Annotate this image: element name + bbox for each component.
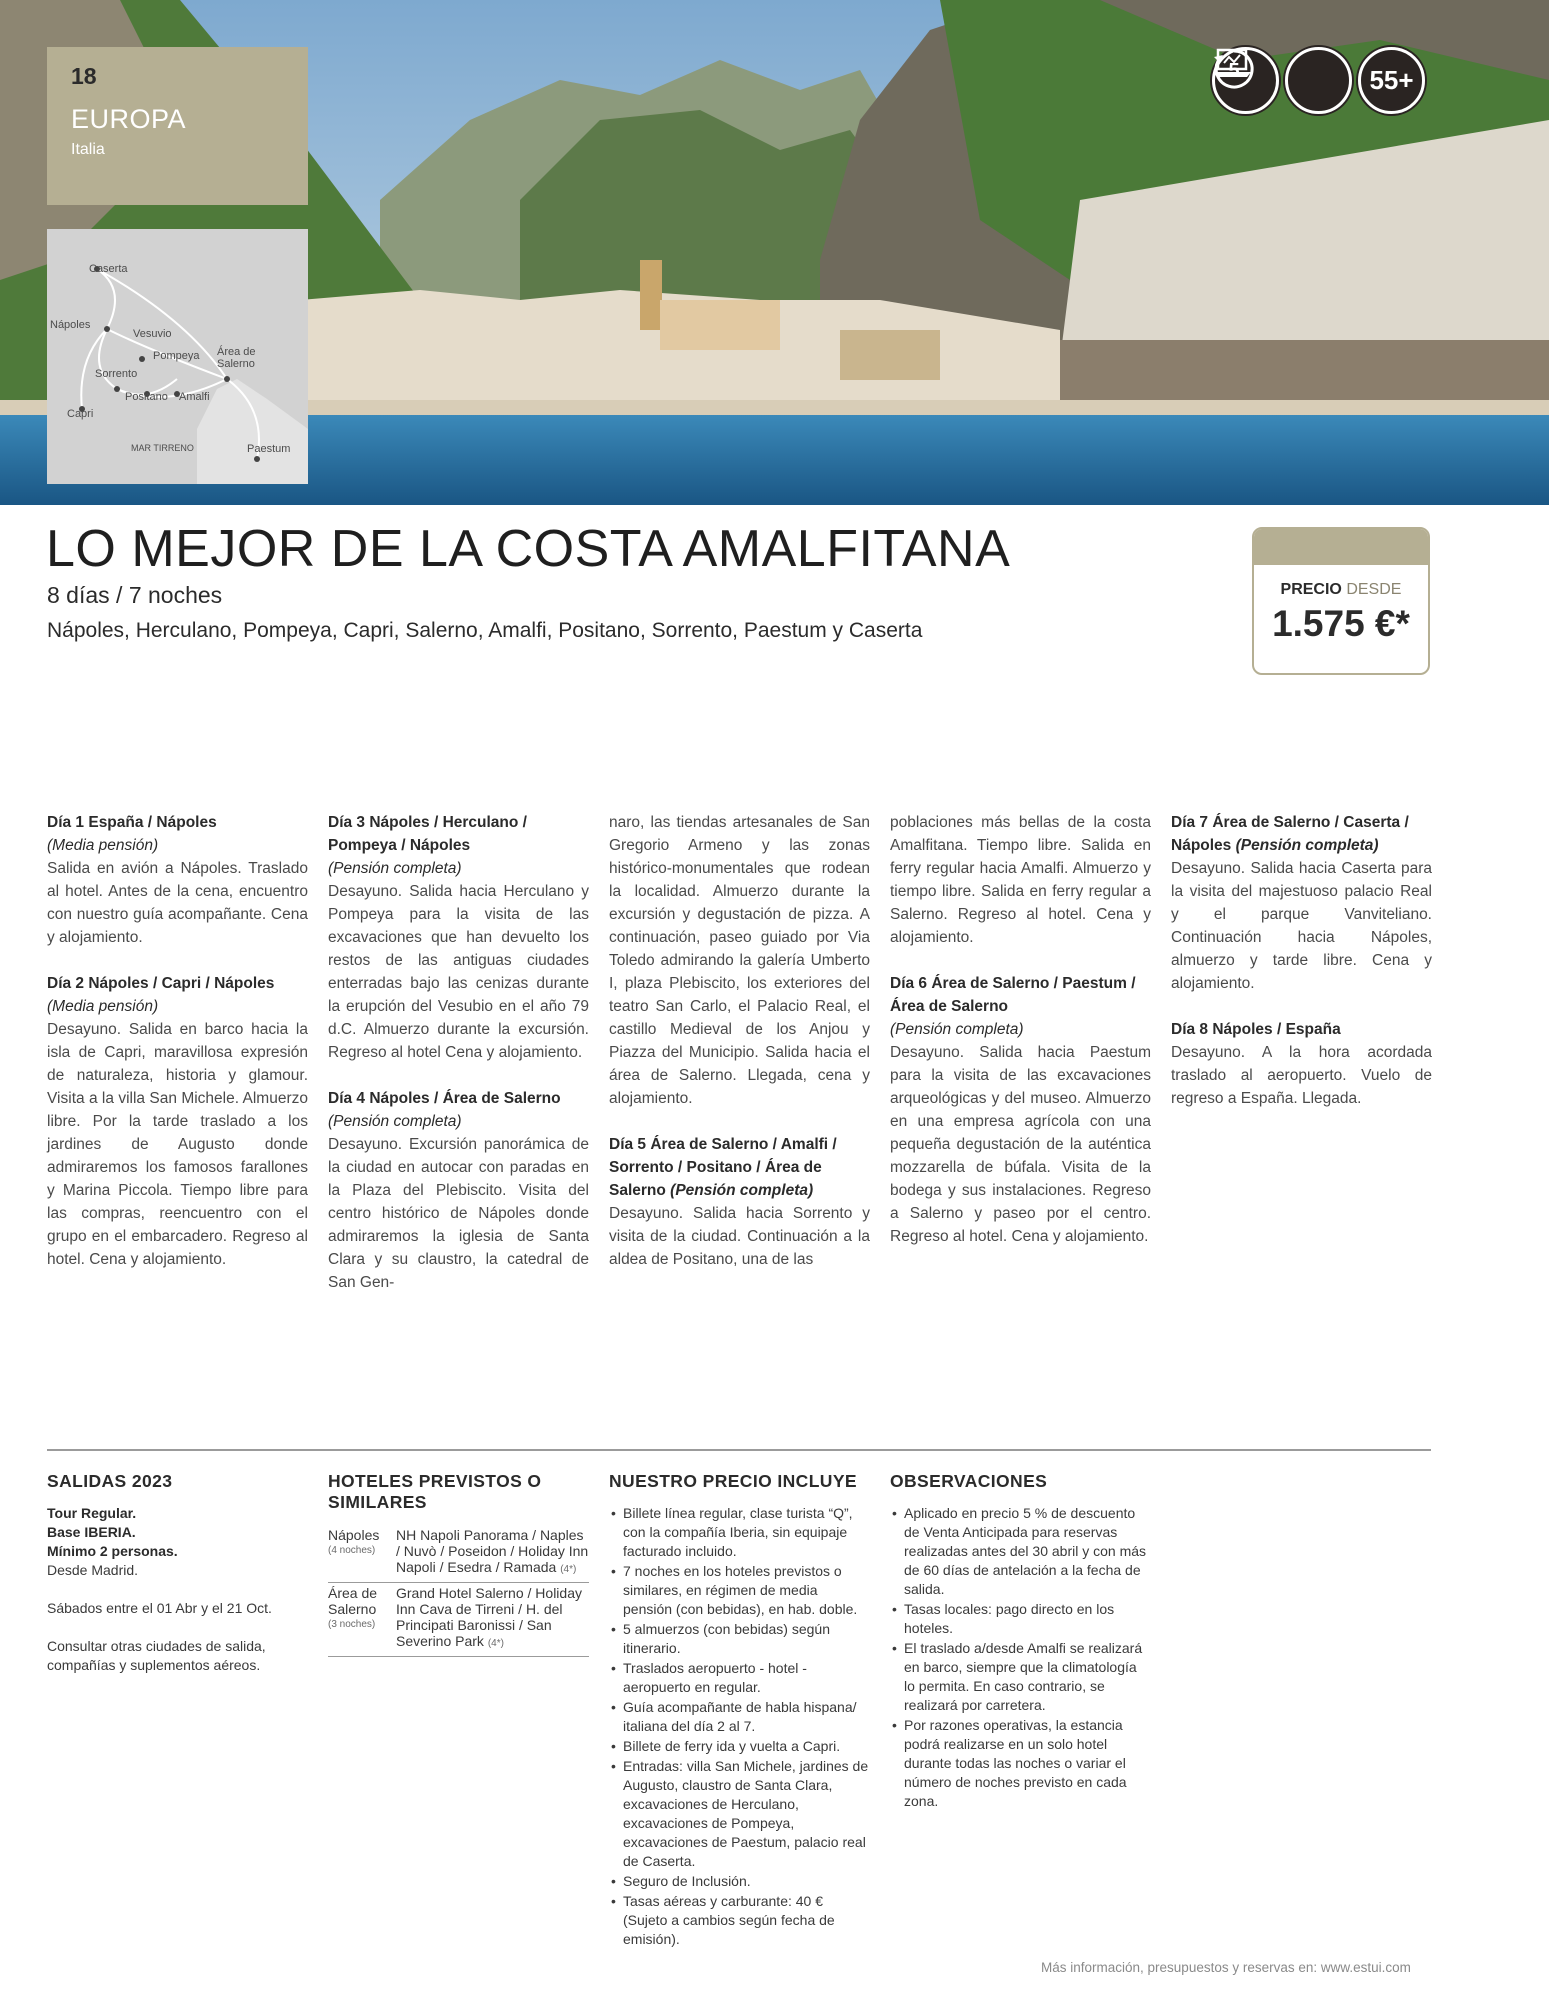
hotel-category: (4*) — [560, 1564, 577, 1575]
incluye-item: • Entradas: villa San Michele, jardines de Augusto, claustro de Santa Clara, excavaciones de Herculano, excavaciones de Pompeya, excavaciones de Paestum, palacio real de Caserta. — [609, 1757, 870, 1871]
salidas-tour: Tour Regular. — [47, 1505, 137, 1521]
day-title: Día 4 Nápoles / Área de Salerno — [328, 1090, 561, 1107]
map-label-sea: MAR TIRRENO — [131, 443, 194, 453]
day-meal: (Pensión completa) — [328, 1113, 462, 1130]
map-label-pompeya: Pompeya — [153, 350, 200, 362]
incluye-item: • Seguro de Inclusión. — [609, 1872, 870, 1891]
price-box — [1252, 527, 1430, 675]
hotel-row — [328, 1525, 589, 1583]
day-title — [609, 1133, 870, 1202]
map-label-capri: Capri — [67, 408, 94, 420]
five-stars-icon — [1228, 47, 1352, 114]
salidas-heading: SALIDAS 2023 — [47, 1471, 173, 1491]
salidas-min: Mínimo 2 personas. — [47, 1543, 178, 1559]
hoteles-section — [328, 1471, 589, 1657]
day-text: poblaciones más bellas de la costa Amalfitana. Tiempo libre. Salida en ferry regular hacia Amalfi. Almuerzo y tiempo libre. Salida en ferry regular a Salerno. Regreso al hotel. Cena y alojamiento. — [890, 814, 1151, 946]
incluye-section — [609, 1471, 870, 1950]
map-label-sorrento: Sorrento — [95, 368, 138, 380]
itinerary-column-3 — [609, 811, 870, 1294]
day-3 — [328, 811, 589, 1064]
incluye-item: • Billete de ferry ida y vuelta a Capri. — [609, 1737, 870, 1756]
hotel-names: Grand Hotel Salerno / Holiday Inn Cava de Tirreni / H. del Principati Baronissi / San Severino Park — [396, 1585, 582, 1649]
observaciones-section — [890, 1471, 1151, 1812]
day-6 — [890, 972, 1151, 1248]
incluye-heading: NUESTRO PRECIO INCLUYE — [609, 1471, 857, 1491]
region-box — [47, 47, 308, 205]
day-text: Salida en avión a Nápoles. Traslado al hotel. Antes de la cena, encuentro con nuestro guía acompañante. Cena y alojamiento. — [47, 860, 308, 946]
itinerary-column-2 — [328, 811, 589, 1317]
observaciones-heading: OBSERVACIONES — [890, 1471, 1048, 1491]
observaciones-item: • Aplicado en precio 5 % de descuento de Venta Anticipada para reservas realizadas antes del 30 abril y con más de 60 días de antelación a la fecha de salida. — [890, 1504, 1151, 1599]
day-meal: (Pensión completa) — [1235, 837, 1379, 854]
hotel-city-name: Nápoles — [328, 1527, 380, 1543]
footer-info: Más información, presupuestos y reservas en: www.estui.com — [1041, 1960, 1411, 1975]
map-label-vesuvio: Vesuvio — [133, 328, 172, 340]
spacer — [47, 1618, 308, 1637]
day-text: naro, las tiendas artesanales de San Gregorio Armeno y las zonas histórico-monumentales que rodean la localidad. Almuerzo durante la excursión y degustación de pizza. A continuación, paseo guiado por Via Toledo admirando la galería Umberto I, plaza Plebiscito, los exteriores del teatro San Carlo, el Palacio Real, el castillo Medieval de los Anjou y Piazza del Municipio. Salida hacia el área de Salerno. Llegada, cena y alojamiento. — [609, 814, 870, 1107]
incluye-item: • Billete línea regular, clase turista “Q”, con la compañía Iberia, sin equipaje facturado incluido. — [609, 1504, 870, 1561]
hotel-category: (4*) — [487, 1638, 504, 1649]
hotel-row — [328, 1583, 589, 1657]
day-meal: (Pensión completa) — [890, 1021, 1024, 1038]
spacer — [47, 1580, 308, 1599]
five-number: 5 — [1228, 60, 1240, 82]
day-meal: (Pensión completa) — [328, 860, 462, 877]
hotel-nights: (4 noches) — [328, 1545, 376, 1556]
day-text: Desayuno. Salida hacia Herculano y Pompeya para la visita de las excavaciones que han devuelto los restos de las antiguas ciudades enterradas bajo las cenizas durante la erupción del Vesubio en el año 79 d.C. Almuerzo durante la excursión. Regreso al hotel Cena y alojamiento. — [328, 883, 589, 1061]
day-text: Desayuno. Salida hacia Sorrento y visita de la ciudad. Continuación a la aldea de Positano, una de las — [609, 1205, 870, 1268]
day-1 — [47, 811, 308, 949]
salidas-from: Desde Madrid. — [47, 1562, 139, 1578]
day-title: Día 8 Nápoles / España — [1171, 1021, 1341, 1038]
section-divider — [47, 1449, 1431, 1451]
five-circle-glyph — [1212, 47, 1256, 91]
region-name: EUROPA — [71, 104, 187, 134]
salidas-section — [47, 1471, 308, 1675]
itinerary — [47, 811, 1432, 1291]
age-55-label: 55+ — [1369, 65, 1414, 95]
day-text: Desayuno. Salida en barco hacia la isla de Capri, maravillosa expresión de naturaleza, historia y glamour. Visita a la villa San Michele. Almuerzo libre. Por la tarde traslado a los jardines de Augusto donde admiraremos los famosos farallones y Marina Piccola. Tiempo libre para las compras, reencuentro con el grupo en el embarcadero. Regreso al hotel. Cena y alojamiento. — [47, 1021, 308, 1268]
price-label — [1254, 581, 1428, 599]
observaciones-item: • El traslado a/desde Amalfi se realizará en barco, siempre que la climatología lo permita. En caso contrario, se realizará por carretera. — [890, 1639, 1151, 1715]
day-title: Día 3 Nápoles / Herculano / Pompeya / Nápoles — [328, 814, 527, 854]
tour-cities: Nápoles, Herculano, Pompeya, Capri, Salerno, Amalfi, Positano, Sorrento, Paestum y Caserta — [47, 619, 923, 642]
incluye-item: • Traslados aeropuerto - hotel - aeropuerto en regular. — [609, 1659, 870, 1697]
observaciones-item: • Tasas locales: pago directo en los hoteles. — [890, 1600, 1151, 1638]
day-title: Día 6 Área de Salerno / Paestum / Área de Salerno — [890, 975, 1136, 1015]
salidas-base — [47, 1523, 308, 1542]
day-4 — [328, 1087, 589, 1294]
hotel-city-name: Área de Salerno — [328, 1585, 378, 1617]
price-label-from: DESDE — [1346, 581, 1402, 598]
day-title — [1171, 811, 1432, 857]
day-meal: (Media pensión) — [47, 998, 159, 1015]
day-meal: (Pensión completa) — [670, 1182, 814, 1199]
price-label-main: PRECIO — [1280, 581, 1342, 598]
hotel-list — [396, 1583, 589, 1657]
salidas-consult: Consultar otras ciudades de salida, compañías y suplementos aéreos. — [47, 1638, 266, 1673]
salidas-base-prefix: Base — [47, 1524, 81, 1540]
hotel-city — [328, 1525, 396, 1583]
day-2 — [47, 972, 308, 1271]
day-8 — [1171, 1018, 1432, 1110]
hotel-list — [396, 1525, 589, 1583]
map-label-napoles: Nápoles — [50, 319, 91, 331]
day-4-continued — [609, 811, 870, 1110]
day-title: Día 2 Nápoles / Capri / Nápoles — [47, 975, 275, 992]
map-label-positano: Positano — [125, 391, 168, 403]
day-text: Desayuno. Salida hacia Paestum para la visita de las excavaciones arqueológicas y del museo. Almuerzo en una empresa agrícola con una pequeña degustación de la auténtica mozzarella de búfala. Visita de la bodega y sus instalaciones. Regreso a Salerno y paseo por el centro. Regreso al hotel. Cena y alojamiento. — [890, 1044, 1151, 1245]
map-label-paestum: Paestum — [247, 443, 291, 455]
country-name: Italia — [71, 141, 105, 158]
day-text: Desayuno. Salida hacia Caserta para la visita del majestuoso palacio Real y el parque Vanviteliano. Continuación hacia Nápoles, almuerzo y tarde libre. Cena y alojamiento. — [1171, 860, 1432, 992]
hero-photo — [0, 0, 1549, 505]
itinerary-column-1 — [47, 811, 308, 1294]
salidas-base-airline: IBERIA. — [84, 1524, 136, 1540]
observaciones-item: • Por razones operativas, la estancia podrá realizarse en un solo hotel durante todas las noches o variar el número de noches previsto en cada zona. — [890, 1716, 1151, 1811]
hotel-city — [328, 1583, 396, 1657]
day-title: Día 1 España / Nápoles — [47, 814, 217, 831]
itinerary-column-5 — [1171, 811, 1432, 1133]
tour-title: LO MEJOR DE LA COSTA AMALFITANA — [46, 520, 1011, 578]
day-5 — [609, 1133, 870, 1271]
day-5-continued — [890, 811, 1151, 949]
hotel-nights: (3 noches) — [328, 1619, 376, 1630]
hotels-table — [328, 1525, 589, 1657]
hoteles-heading: HOTELES PREVISTOS O SIMILARES — [328, 1471, 542, 1512]
day-meal: (Media pensión) — [47, 837, 159, 854]
day-title-text: Día 5 Área de Salerno / Amalfi / Sorrento / Positano / Área de Salerno — [609, 1136, 837, 1199]
map-label-amalfi: Amalfi — [179, 391, 210, 403]
incluye-item: • Guía acompañante de habla hispana/ italiana del día 2 al 7. — [609, 1698, 870, 1736]
price-value: 1.575 €* — [1272, 603, 1410, 644]
map-label-caserta: Caserta — [89, 263, 128, 275]
day-7 — [1171, 811, 1432, 995]
day-title-text: Día 7 Área de Salerno / Caserta / Nápoles — [1171, 814, 1409, 854]
incluye-item: • 7 noches en los hoteles previstos o similares, en régimen de media pensión (con bebidas), en hab. doble. — [609, 1562, 870, 1619]
badges — [1212, 47, 1425, 114]
incluye-item: • Tasas aéreas y carburante: 40 € (Sujeto a cambios según fecha de emisión). — [609, 1892, 870, 1949]
route-map — [47, 229, 308, 484]
senior-55-icon — [1358, 47, 1425, 114]
tour-duration: 8 días / 7 noches — [47, 582, 223, 608]
map-label-salerno: Área de Salerno — [217, 346, 256, 370]
hotel-names: NH Napoli Panorama / Naples / Nuvò / Poseidon / Holiday Inn Napoli / Esedra / Ramada — [396, 1527, 589, 1575]
salidas-dates: Sábados entre el 01 Abr y el 21 Oct. — [47, 1600, 272, 1616]
day-text: Desayuno. A la hora acordada traslado al aeropuerto. Vuelo de regreso a España. Llegada. — [1171, 1044, 1432, 1107]
incluye-item: • 5 almuerzos (con bebidas) según itinerario. — [609, 1620, 870, 1658]
price-box-header — [1254, 529, 1428, 565]
day-text: Desayuno. Excursión panorámica de la ciudad en autocar con paradas en la Plaza del Plebiscito. Visita del centro histórico de Nápoles donde admiraremos la iglesia de Santa Clara y su claustro, la catedral de San Gen- — [328, 1136, 589, 1291]
page-number: 18 — [71, 63, 97, 89]
itinerary-column-4 — [890, 811, 1151, 1271]
